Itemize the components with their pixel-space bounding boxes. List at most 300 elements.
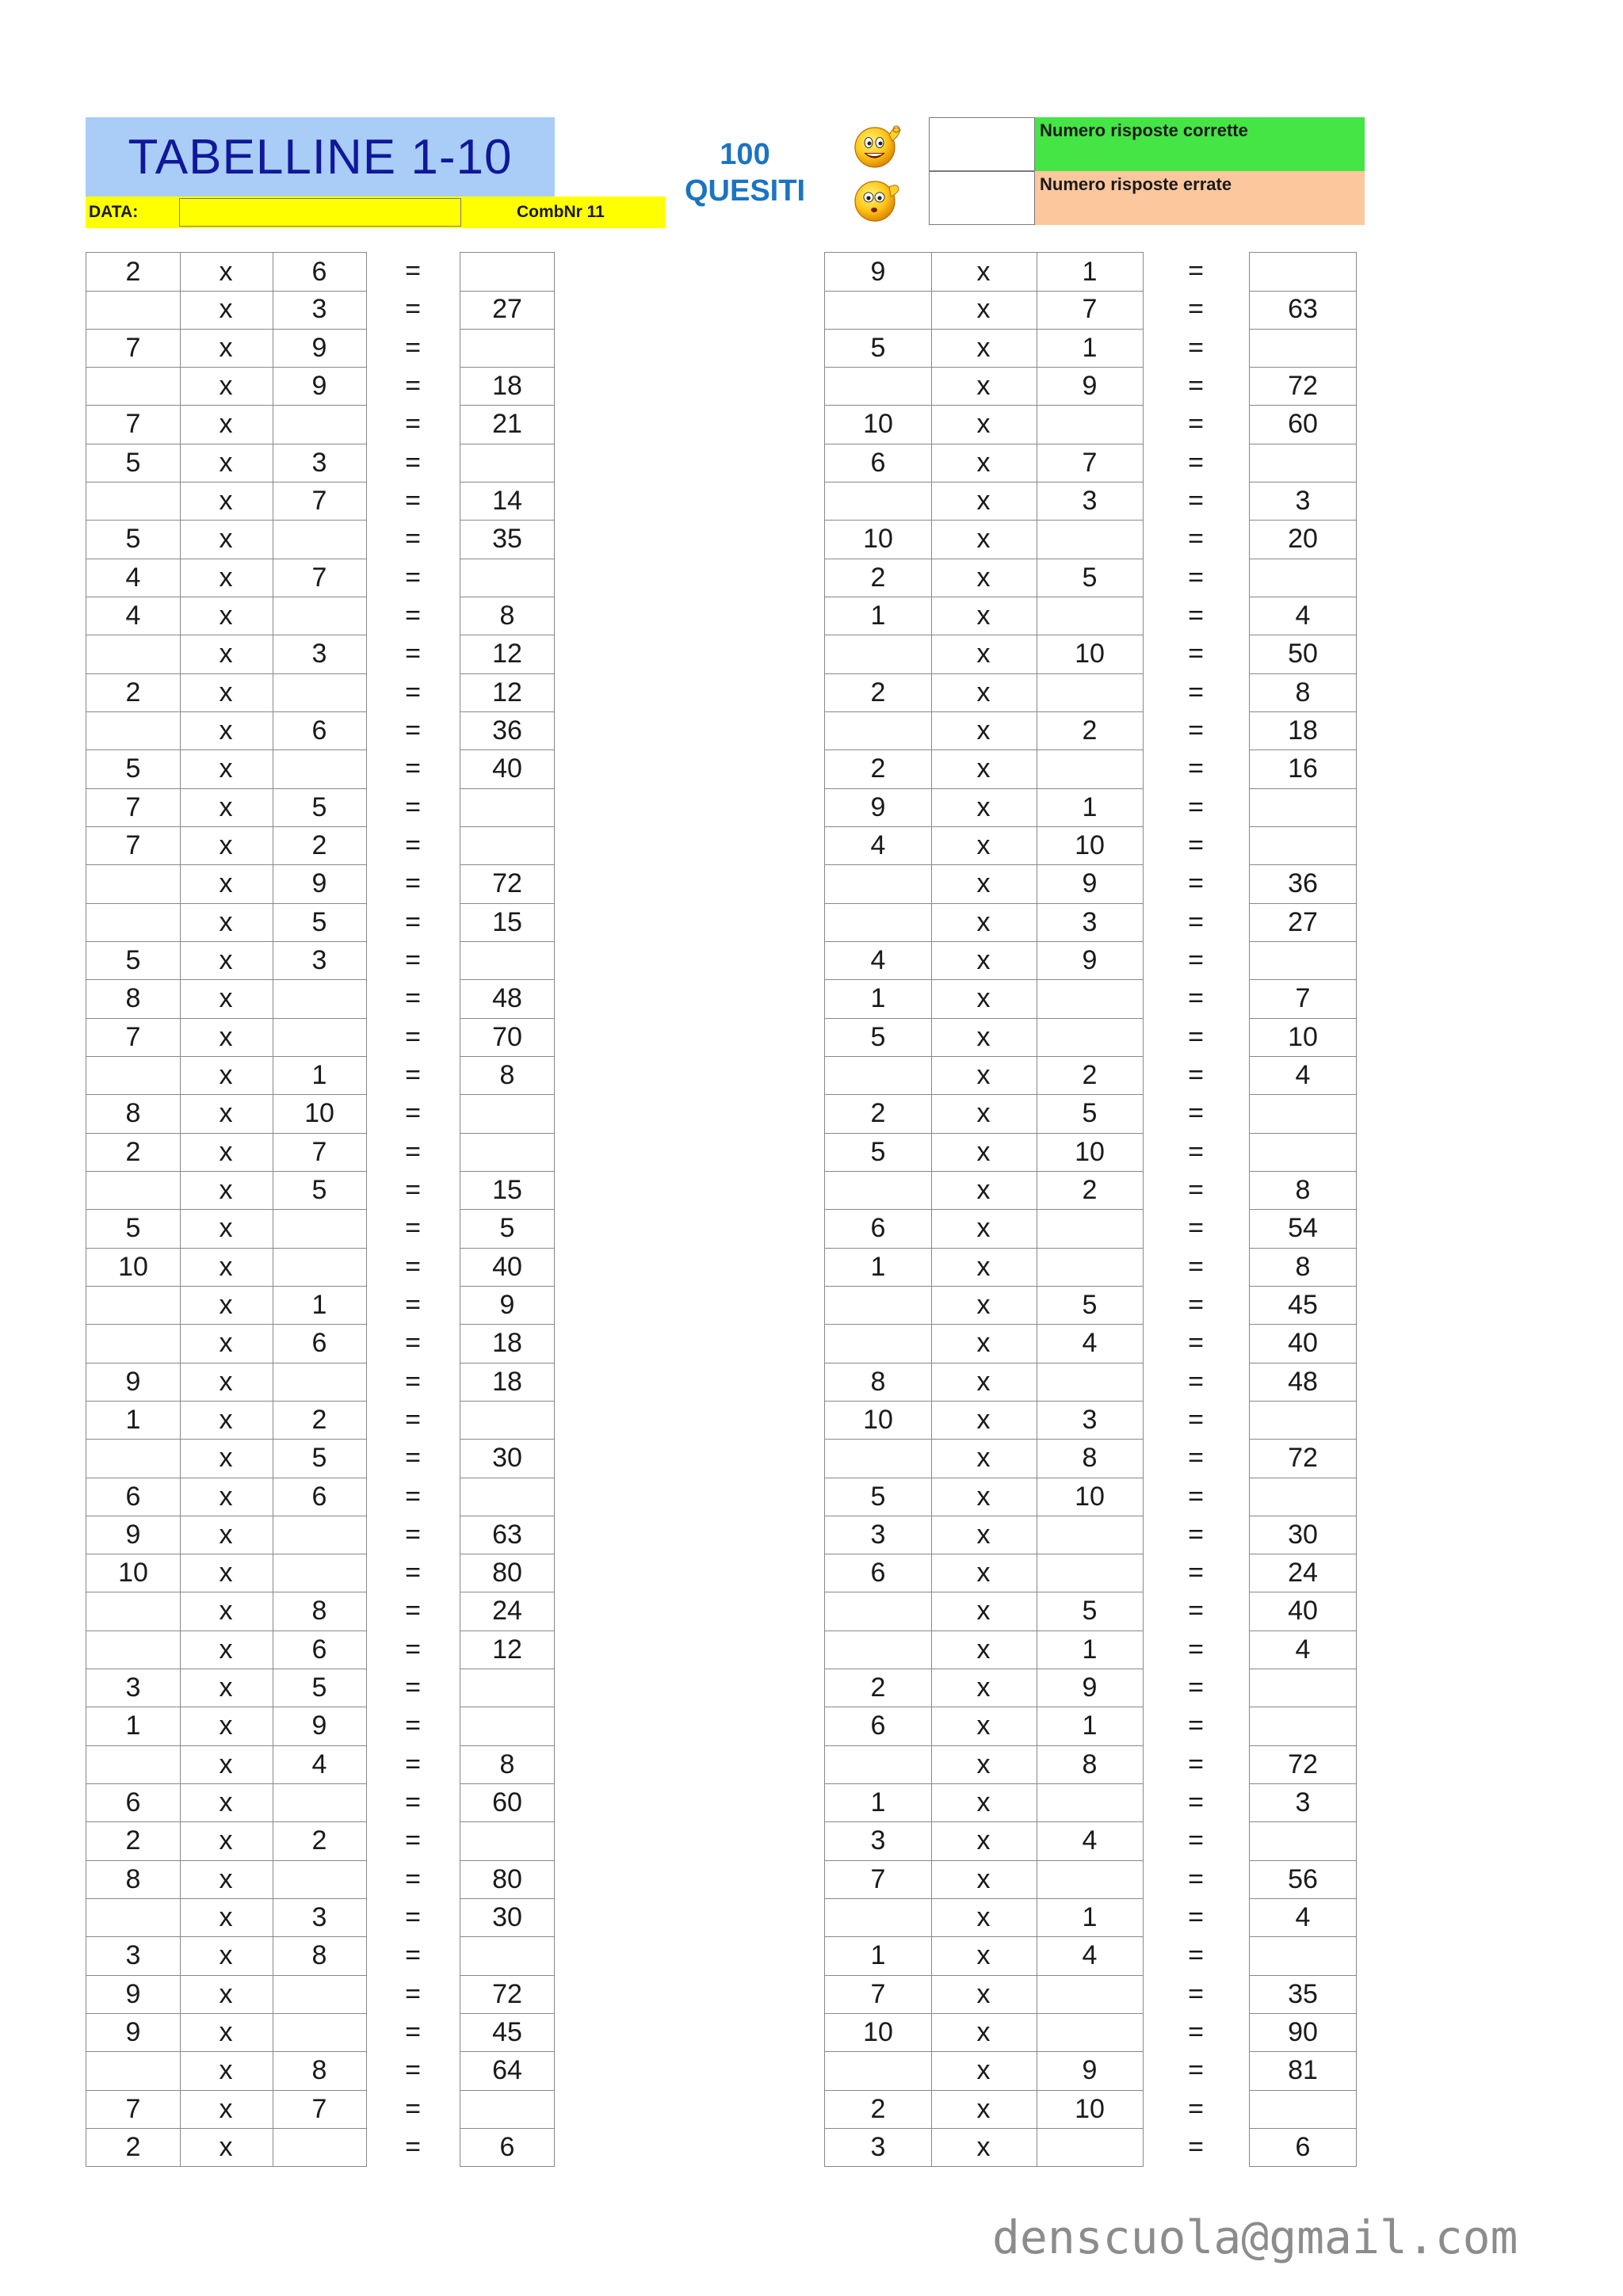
exercise-row [86,444,640,482]
result-cell[interactable] [460,1707,555,1745]
result-cell[interactable] [460,1133,555,1172]
equals-sign: = [405,1404,421,1435]
result-cell[interactable] [1249,1401,1357,1440]
times-sign: x [930,252,1037,292]
equals-sign: = [1188,1940,1204,1971]
result-cell[interactable] [460,1401,555,1440]
times-sign: x [179,1363,273,1402]
factor-a-cell[interactable] [824,1439,932,1478]
factor-a-cell: 2 [824,1094,932,1133]
exercise-row [86,1478,640,1516]
equals-sign: = [1188,485,1204,516]
factor-a-cell: 6 [824,1707,932,1745]
result-cell[interactable] [1249,329,1357,368]
factor-a-cell[interactable] [86,1898,181,1937]
result-cell[interactable] [1249,1669,1357,1707]
equals-sign: = [405,600,421,631]
factor-b-cell: 1 [273,1286,367,1325]
equals-sign: = [405,944,421,975]
times-sign: x [179,2090,273,2129]
result-cell[interactable] [1249,1133,1357,1172]
exercise-row [824,1516,1379,1554]
factor-b-cell: 9 [1037,864,1144,903]
factor-b-cell: 3 [273,290,367,329]
result-cell: 80 [460,1554,555,1592]
exercise-row [86,1324,640,1362]
exercise-row [824,1171,1379,1209]
result-cell[interactable] [460,252,555,292]
factor-b-cell: 3 [1037,903,1144,942]
factor-b-cell[interactable] [1037,749,1144,788]
exercise-row [824,559,1379,597]
exercise-row [86,329,640,367]
factor-b-cell[interactable] [273,405,367,444]
factor-b-cell: 6 [273,252,367,292]
exercise-row [824,367,1379,405]
factor-a-cell[interactable] [86,290,181,329]
factor-a-cell: 6 [86,1478,181,1516]
equals-sign: = [405,485,421,516]
equals-sign: = [405,1902,421,1933]
times-sign: x [179,903,273,942]
result-cell[interactable] [1249,788,1357,827]
equals-sign: = [405,1863,421,1894]
result-cell: 18 [460,367,555,406]
equals-sign: = [405,1251,421,1282]
equals-sign: = [405,1825,421,1856]
result-cell[interactable] [460,1821,555,1860]
factor-b-cell: 4 [1037,1936,1144,1975]
factor-b-cell[interactable] [273,1363,367,1402]
exercise-row [86,673,640,711]
times-sign: x [179,444,273,482]
equals-sign: = [405,715,421,746]
result-cell: 63 [1249,290,1357,329]
combination-number-label: CombNr 11 [517,203,605,221]
result-cell[interactable] [1249,941,1357,980]
correct-answers-label: Numero risposte corrette [1035,117,1365,171]
times-sign: x [930,1209,1037,1248]
factor-b-cell[interactable] [273,749,367,788]
factor-a-cell[interactable] [86,2051,181,2090]
exercise-row [86,2090,640,2128]
exercise-row [86,1669,640,1707]
times-sign: x [179,1133,273,1172]
result-cell: 63 [460,1516,555,1554]
times-sign: x [179,1018,273,1057]
equals-sign: = [405,1558,421,1589]
factor-b-cell[interactable] [273,1516,367,1554]
factor-b-cell: 8 [273,1936,367,1975]
result-cell: 4 [1249,1630,1357,1669]
exercise-row [824,1630,1379,1669]
factor-a-cell[interactable] [824,290,932,329]
factor-b-cell: 6 [273,711,367,750]
factor-a-cell[interactable] [86,482,181,521]
factor-a-cell: 9 [86,1516,181,1554]
factor-b-cell: 10 [1037,1478,1144,1516]
exercise-row [86,559,640,597]
result-cell[interactable] [460,1669,555,1707]
factor-b-cell: 9 [273,1707,367,1745]
factor-b-cell[interactable] [1037,979,1144,1018]
exercise-row [86,482,640,520]
factor-a-cell[interactable] [86,635,181,673]
factor-a-cell[interactable] [824,1745,932,1784]
exercise-row [824,788,1379,826]
factor-a-cell: 5 [824,1478,932,1516]
equals-sign: = [405,1366,421,1397]
questions-label: QUESITI [684,174,806,208]
equals-sign: = [1188,2055,1204,2086]
equals-sign: = [1188,1749,1204,1779]
equals-sign: = [1188,983,1204,1014]
equals-sign: = [405,1519,421,1550]
factor-b-cell[interactable] [1037,673,1144,712]
factor-a-cell[interactable] [824,1898,932,1937]
factor-a-cell: 10 [824,520,932,559]
result-cell: 4 [1249,1056,1357,1095]
factor-b-cell: 2 [273,826,367,865]
result-cell: 27 [1249,903,1357,942]
result-cell[interactable] [1249,1478,1357,1516]
worksheet-title: TABELLINE 1-10 [86,117,555,196]
factor-b-cell: 2 [273,1401,367,1440]
factor-b-cell: 9 [1037,1669,1144,1707]
result-cell[interactable] [460,2090,555,2129]
factor-a-cell: 5 [86,941,181,980]
exercise-row [824,405,1379,443]
exercise-row [824,1248,1379,1286]
result-cell: 50 [1249,635,1357,673]
times-sign: x [930,1821,1037,1860]
factor-b-cell[interactable] [273,2013,367,2052]
factor-b-cell[interactable] [1037,1018,1144,1057]
factor-b-cell[interactable] [1037,2013,1144,2052]
times-sign: x [930,1094,1037,1133]
factor-b-cell[interactable] [273,1248,367,1287]
result-cell[interactable] [460,559,555,597]
result-cell[interactable] [460,788,555,827]
factor-a-cell[interactable] [86,1630,181,1669]
factor-a-cell: 2 [824,2090,932,2129]
equals-sign: = [1188,906,1204,937]
correct-answers-count-field[interactable] [929,117,1035,171]
factor-b-cell[interactable] [273,673,367,712]
exercise-row [86,979,640,1017]
times-sign: x [179,290,273,329]
factor-a-cell[interactable] [86,367,181,406]
factor-a-cell: 2 [86,2128,181,2167]
factor-b-cell[interactable] [273,1018,367,1057]
equals-sign: = [1188,868,1204,899]
factor-b-cell[interactable] [273,2128,367,2167]
exercise-row [86,1171,640,1209]
times-sign: x [930,1056,1037,1095]
equals-sign: = [405,1213,421,1244]
exercise-row [86,1898,640,1936]
result-cell: 40 [1249,1592,1357,1630]
result-cell[interactable] [460,329,555,368]
factor-a-cell[interactable] [86,1056,181,1095]
factor-b-cell[interactable] [1037,520,1144,559]
times-sign: x [179,1554,273,1592]
result-cell: 70 [460,1018,555,1057]
result-cell: 8 [1249,1171,1357,1210]
factor-a-cell[interactable] [824,1592,932,1630]
equals-sign: = [1188,1328,1204,1359]
exercise-row [86,1248,640,1286]
times-sign: x [930,290,1037,329]
times-sign: x [930,749,1037,788]
date-label: DATA: [89,203,139,221]
factor-a-cell[interactable] [86,903,181,942]
times-sign: x [179,2128,273,2167]
factor-b-cell: 7 [273,482,367,521]
exercise-row [824,1286,1379,1324]
exercise-row [824,903,1379,941]
equals-sign: = [1188,1366,1204,1397]
wrong-answers-count-field[interactable] [929,171,1035,225]
factor-a-cell: 1 [86,1401,181,1440]
factor-a-cell: 4 [824,941,932,980]
times-sign: x [930,903,1037,942]
factor-b-cell[interactable] [1037,1209,1144,1248]
factor-b-cell[interactable] [273,1554,367,1592]
result-cell: 8 [460,1745,555,1784]
exercise-row [824,1860,1379,1898]
times-sign: x [179,826,273,865]
factor-a-cell[interactable] [86,1439,181,1478]
equals-sign: = [1188,791,1204,822]
factor-b-cell: 9 [273,864,367,903]
factor-b-cell: 3 [273,1898,367,1937]
exercise-row [86,1936,640,1974]
times-sign: x [930,1478,1037,1516]
date-input-field[interactable] [179,198,461,227]
factor-b-cell[interactable] [273,1783,367,1822]
times-sign: x [930,673,1037,712]
factor-a-cell[interactable] [824,1324,932,1363]
times-sign: x [179,520,273,559]
result-cell: 4 [1249,1898,1357,1937]
factor-a-cell: 7 [86,2090,181,2129]
times-sign: x [179,1171,273,1210]
factor-b-cell: 4 [273,1745,367,1784]
factor-b-cell[interactable] [1037,1363,1144,1402]
factor-b-cell: 3 [1037,1401,1144,1440]
factor-b-cell[interactable] [1037,1554,1144,1592]
equals-sign: = [1188,1481,1204,1512]
factor-b-cell[interactable] [1037,1783,1144,1822]
times-sign: x [179,1630,273,1669]
result-cell[interactable] [1249,444,1357,482]
equals-sign: = [1188,1596,1204,1627]
equals-sign: = [405,1059,421,1090]
times-sign: x [930,788,1037,827]
equals-sign: = [1188,1902,1204,1933]
times-sign: x [930,1975,1037,2014]
equals-sign: = [405,639,421,669]
factor-b-cell: 9 [1037,2051,1144,2090]
times-sign: x [179,1860,273,1899]
result-cell[interactable] [1249,559,1357,597]
result-cell: 36 [1249,864,1357,903]
equals-sign: = [405,1940,421,1971]
result-cell[interactable] [1249,1821,1357,1860]
factor-a-cell[interactable] [824,903,932,942]
factor-a-cell[interactable] [86,1324,181,1363]
factor-a-cell: 8 [824,1363,932,1402]
result-cell[interactable] [460,1478,555,1516]
result-cell: 18 [460,1324,555,1363]
exercise-row [86,1821,640,1859]
factor-b-cell: 9 [273,329,367,368]
factor-b-cell[interactable] [273,520,367,559]
times-sign: x [179,252,273,292]
exercise-row [824,444,1379,482]
times-sign: x [930,2090,1037,2129]
factor-b-cell: 2 [1037,1056,1144,1095]
equals-sign: = [405,256,421,286]
result-cell: 8 [460,597,555,635]
result-cell: 12 [460,1630,555,1669]
factor-a-cell[interactable] [824,1286,932,1325]
factor-b-cell[interactable] [1037,1248,1144,1287]
result-cell[interactable] [1249,1707,1357,1745]
result-cell: 80 [460,1860,555,1899]
result-cell[interactable] [460,1936,555,1975]
times-sign: x [930,1592,1037,1630]
factor-a-cell[interactable] [86,1592,181,1630]
factor-a-cell[interactable] [824,2051,932,2090]
exercise-row [824,979,1379,1017]
factor-a-cell[interactable] [824,711,932,750]
factor-b-cell[interactable] [1037,2128,1144,2167]
result-cell[interactable] [1249,1094,1357,1133]
factor-b-cell[interactable] [273,1209,367,1248]
times-sign: x [179,405,273,444]
factor-b-cell[interactable] [1037,597,1144,635]
equals-sign: = [405,1596,421,1627]
equals-sign: = [1188,944,1204,975]
equals-sign: = [1188,370,1204,401]
result-cell[interactable] [460,941,555,980]
result-cell: 40 [460,749,555,788]
times-sign: x [930,1324,1037,1363]
result-cell: 72 [1249,1439,1357,1478]
factor-b-cell[interactable] [1037,1516,1144,1554]
times-sign: x [179,329,273,368]
equals-sign: = [1188,332,1204,363]
exercise-row [824,1821,1379,1859]
exercise-row [824,1592,1379,1630]
times-sign: x [930,1286,1037,1325]
times-sign: x [179,1286,273,1325]
factor-b-cell: 9 [273,367,367,406]
times-sign: x [179,1439,273,1478]
factor-b-cell[interactable] [273,1975,367,2014]
times-sign: x [179,1592,273,1630]
factor-a-cell[interactable] [824,864,932,903]
factor-b-cell[interactable] [1037,1860,1144,1899]
factor-a-cell[interactable] [86,1745,181,1784]
times-sign: x [930,2051,1037,2090]
factor-a-cell: 5 [86,520,181,559]
factor-a-cell: 7 [824,1860,932,1899]
factor-a-cell: 10 [824,2013,932,2052]
exercise-row [86,520,640,558]
times-sign: x [930,1363,1037,1402]
factor-b-cell: 3 [273,941,367,980]
factor-a-cell[interactable] [824,482,932,521]
result-cell[interactable] [1249,252,1357,292]
equals-sign: = [1188,677,1204,707]
exercise-row [824,1975,1379,2013]
result-cell[interactable] [1249,2090,1357,2129]
factor-b-cell[interactable] [1037,1975,1144,2014]
factor-a-cell[interactable] [86,864,181,903]
factor-a-cell: 7 [86,826,181,865]
factor-b-cell[interactable] [1037,405,1144,444]
times-sign: x [179,864,273,903]
factor-b-cell[interactable] [273,597,367,635]
equals-sign: = [1188,639,1204,669]
factor-a-cell[interactable] [86,1286,181,1325]
result-cell[interactable] [460,826,555,865]
result-cell[interactable] [1249,1936,1357,1975]
equals-sign: = [1188,1558,1204,1589]
times-sign: x [930,1248,1037,1287]
exercise-row [824,1478,1379,1516]
exercise-row [86,1554,640,1592]
equals-sign: = [405,868,421,899]
result-cell[interactable] [460,1094,555,1133]
factor-a-cell[interactable] [824,1630,932,1669]
result-cell: 72 [460,864,555,903]
right-exercise-table [824,252,1379,2166]
factor-a-cell[interactable] [86,1171,181,1210]
result-cell: 60 [1249,405,1357,444]
result-cell[interactable] [460,444,555,482]
factor-b-cell: 8 [1037,1439,1144,1478]
exercise-row [86,1439,640,1477]
factor-a-cell[interactable] [824,635,932,673]
factor-a-cell[interactable] [824,1171,932,1210]
equals-sign: = [405,370,421,401]
times-sign: x [930,711,1037,750]
factor-b-cell[interactable] [273,979,367,1018]
factor-a-cell: 5 [824,1133,932,1172]
exercise-row [824,711,1379,749]
equals-sign: = [1188,715,1204,746]
factor-a-cell: 4 [86,559,181,597]
exercise-row [824,2013,1379,2051]
exercise-row [824,864,1379,902]
factor-a-cell[interactable] [824,1056,932,1095]
times-sign: x [930,1898,1037,1937]
factor-a-cell: 5 [824,1018,932,1057]
factor-a-cell: 3 [824,2128,932,2167]
factor-a-cell: 1 [824,1936,932,1975]
factor-a-cell: 9 [86,2013,181,2052]
factor-a-cell[interactable] [824,367,932,406]
exercise-row [824,1209,1379,1247]
factor-b-cell[interactable] [273,1860,367,1899]
times-sign: x [179,482,273,521]
factor-a-cell[interactable] [86,711,181,750]
result-cell[interactable] [1249,826,1357,865]
